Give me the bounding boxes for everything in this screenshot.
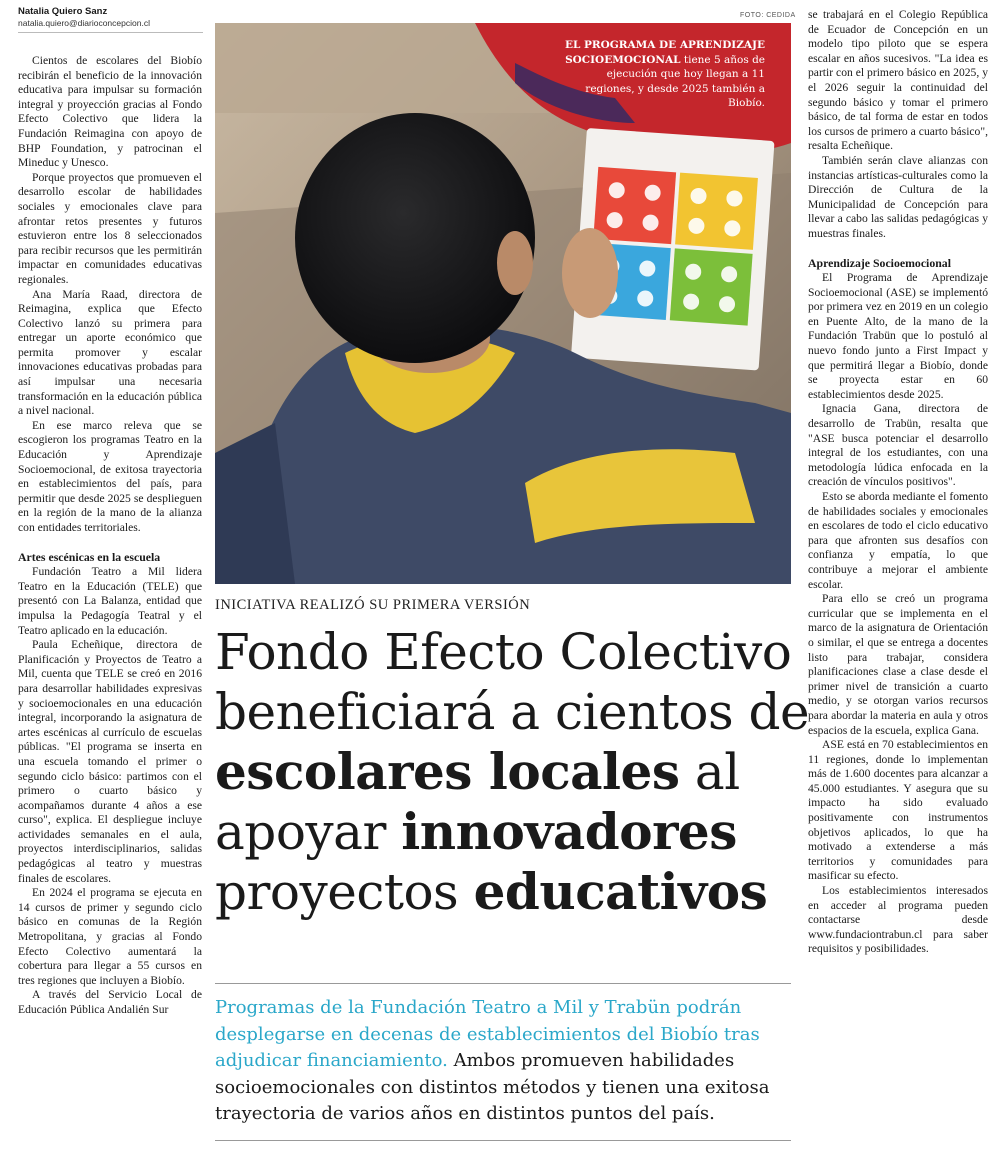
section-subhead: Aprendizaje Socioemocional [808, 255, 951, 270]
lead-text: Ambos promueven habilidades socioemocionales con distintos métodos y tienen una exitosa trayectoria de varios años en distintos puntos del país. [215, 1050, 770, 1124]
byline-rule [18, 32, 203, 33]
body-paragraph: se trabajará en el Colegio República de Ecuador de Concepción en un modelo tipo piloto que se espera escalar en años sucesivos. "La idea es partir con el primero básico en 2025, y el 2026 seguir la continuidad del segundo básico y tomar el primero básico, de tal forma de estar en todos los cursos de primero a cuarto básico", resalta Echeñique. [808, 8, 988, 153]
photo-caption [555, 38, 765, 111]
byline [18, 6, 203, 33]
body-paragraph: Ana María Raad, directora de Reimagina, explica que Efecto Colectivo lanzó su primera para entregar un aporte económico que permita promover y escalar innovaciones educativas probadas para así impulsar una necesaria transformación en la educación pública a nivel nacional. [18, 287, 202, 418]
caption-text: tiene 5 años de ejecución que hoy llegan a 11 regiones, y desde 2025 también a Biobío. [585, 53, 765, 109]
body-paragraph: A través del Servicio Local de Educación Pública Andalién Sur [18, 988, 202, 1016]
body-paragraph: Paula Echeñique, directora de Planificación y Proyectos de Teatro a Mil, cuenta que TELE se creó en 2016 para desarrollar habilidades expresivas y socioemocionales en una educación integral, incorporando la asignatura de artes escénicas al currículo de escuelas públicas. "El programa se inserta en una escuela tomando el primer o segundo ciclo básico: partimos con el primero o cuarto básico y acompañamos durante 4 años a ese curso", explica. El despliegue incluye actividades semanales en el aula, proyectos interdisciplinarios, salidas pedagógicas al teatro y muestras finales de escolares. [18, 638, 202, 885]
body-paragraph: Fundación Teatro a Mil lidera Teatro en la Educación (TELE) que presentó con La Balanza, entidad que impulsa la Pedagogía Teatral y el Teatro aplicado en la educación. [18, 565, 202, 637]
right-column [808, 8, 988, 957]
headline-text: al apoyar [215, 743, 740, 861]
body-paragraph: Ignacia Gana, directora de desarrollo de Trabün, resalta que "ASE busca potenciar el desarrollo integral de los estudiantes, con una metodología lúdica enfocada en la creación de vínculos positivos". [808, 402, 988, 489]
body-paragraph: En 2024 el programa se ejecuta en 14 cursos de primer y segundo ciclo básico en comunas de la Región Metropolitana, y gracias al Fondo Efecto Colectivo aumentará la cobertura para llegar a 55 cursos en tres regiones que incluyen a Biobío. [18, 886, 202, 987]
body-paragraph: ASE está en 70 establecimientos en 11 regiones, donde lo implementan más de 1.600 docentes para alcanzar a 45.000 estudiantes. Y asegura que su impacto ha sido evaluado positivamente con instrumentos objetivos aplicados, lo que ha motivado a extenderse a más territorios y comunidades para masificar su efecto. [808, 738, 988, 883]
body-paragraph: También serán clave alianzas con instancias artísticas-culturales como la Dirección de Cultura de la Municipalidad de Concepción para llevar a cabo las salidas pedagógicas y muestras finales. [808, 153, 988, 240]
caption-bold: EL PROGRAMA DE APRENDIZAJE SOCIOEMOCIONAL [564, 39, 765, 66]
body-paragraph: Cientos de escolares del Biobío recibirán el beneficio de la innovación educativa para impulsar su formación integral y proyección gracias al Fondo Efecto Colectivo que lidera la Fundación Reimagina con apoyo de BHP Foundation, y patrocinan el Mineduc y Unesco. [18, 54, 202, 170]
divider [215, 983, 791, 984]
article-photo [215, 23, 791, 584]
left-column [18, 54, 202, 1018]
section-subhead: Artes escénicas en la escuela [18, 549, 161, 564]
headline-bold: innovadores [401, 802, 737, 861]
headline [215, 622, 815, 922]
body-paragraph: Para ello se creó un programa curricular que se implementa en el marco de la asignatura de Orientación o similar, el que se entrega a docentes listo para trabajar, considera planificaciones clase a clase desde el primer nivel de transición a cuarto medio, y se otorgan varios recursos para abordar la materia en aula y otros espacios de la escuela, explica Gana. [808, 592, 988, 737]
headline-text: proyectos [215, 863, 474, 921]
photo-credit: FOTO: CEDIDA [740, 12, 796, 19]
headline-text: Fondo Efecto Colectivo beneficiará a cientos de [215, 623, 810, 741]
body-paragraph: El Programa de Aprendizaje Socioemocional (ASE) se implementó por primera vez en 2019 en un colegio en Puente Alto, de la mano de la Fundación Trabün que lo postuló al nuevo fondo junto a First Impact y que permitirá llegar a Biobío, donde se proyecta estar en 60 establecimientos desde 2025. [808, 271, 988, 401]
author-name: Natalia Quiero Sanz [18, 6, 108, 17]
author-email[interactable]: natalia.quiero@diarioconcepcion.cl [18, 18, 150, 28]
lead-accent: Programas de la Fundación Teatro a Mil y Trabün podrán desplegarse en decenas de establecimientos del Biobío tras adjudicar financiamiento. [215, 997, 760, 1071]
lead-paragraph [215, 995, 791, 1128]
body-paragraph: Porque proyectos que promueven el desarrollo escolar de habilidades sociales y emocionales clave para afrontar retos presentes y futuros estuvieron entre los 8 seleccionados para recibir recursos que les permitirán impactar en comunidades educativas regionales. [18, 170, 202, 286]
headline-bold: educativos [473, 862, 768, 921]
body-paragraph: Esto se aborda mediante el fomento de habilidades sociales y emocionales en escolares de todo el ciclo educativo para que afronten sus desafíos con confianza y empatía, lo que contribuye a mejorar el ambiente escolar. [808, 490, 988, 591]
divider [215, 1140, 791, 1141]
headline-bold: escolares locales [215, 742, 680, 801]
body-paragraph: En ese marco releva que se escogieron los programas Teatro en la Educación y Aprendizaje Socioemocional, de exitosa trayectoria en establecimientos del país, para permitir que desde 2025 se desplieguen en la región de la mano de la alianza con entidades territoriales. [18, 418, 202, 534]
kicker: INICIATIVA REALIZÓ SU PRIMERA VERSIÓN [215, 597, 531, 613]
body-paragraph: Los establecimientos interesados en acceder al programa pueden contactarse desde www.fundaciontrabun.cl para saber requisitos y posibilidades. [808, 884, 988, 956]
